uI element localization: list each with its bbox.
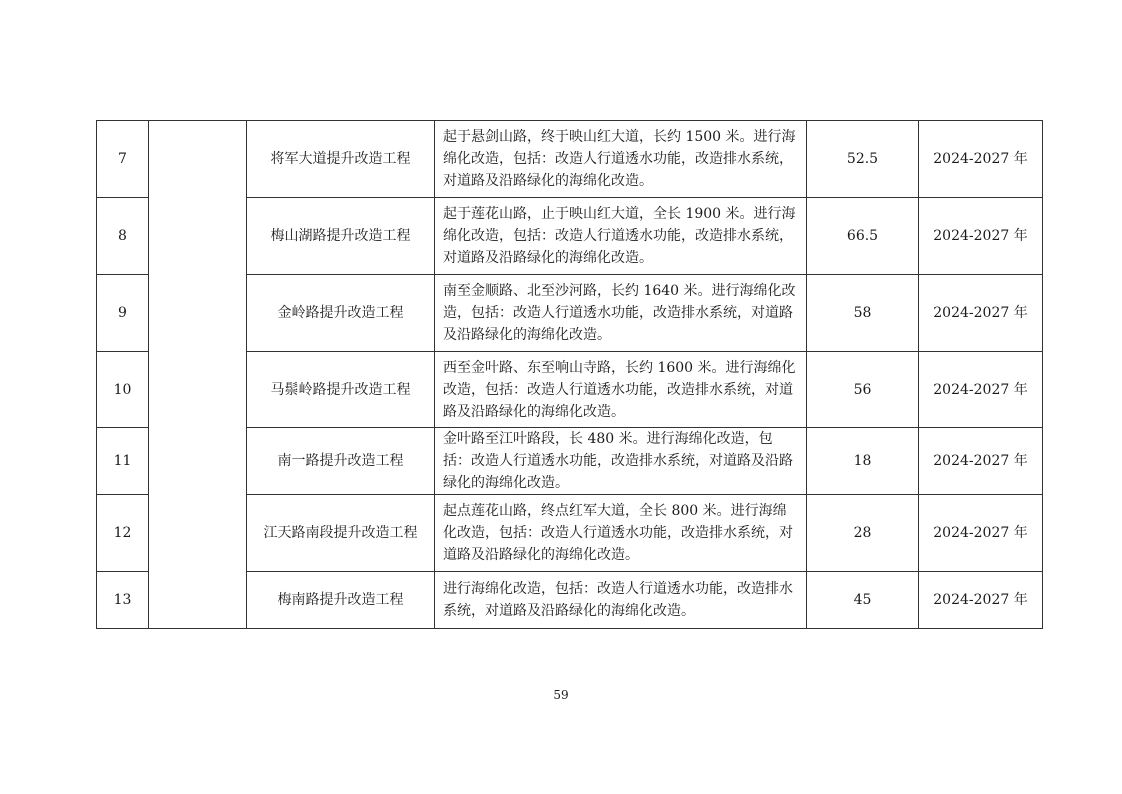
page-number: 59 — [553, 688, 569, 702]
construction-period: 2024-2027 年 — [919, 572, 1043, 629]
investment-value: 52.5 — [807, 121, 919, 198]
investment-value: 66.5 — [807, 198, 919, 275]
investment-value: 45 — [807, 572, 919, 629]
project-description: 西至金叶路、东至响山寺路，长约 1600 米。进行海绵化改造，包括：改造人行道透水功能，改造排水系统，对道路及沿路绿化的海绵化改造。 — [435, 352, 807, 428]
project-description: 起于悬剑山路，终于映山红大道，长约 1500 米。进行海绵化改造，包括：改造人行道透水功能，改造排水系统，对道路及沿路绿化的海绵化改造。 — [435, 121, 807, 198]
project-description: 进行海绵化改造，包括：改造人行道透水功能，改造排水系统，对道路及沿路绿化的海绵化改造。 — [435, 572, 807, 629]
investment-value: 58 — [807, 275, 919, 352]
project-name: 南一路提升改造工程 — [247, 428, 435, 495]
project-description: 金叶路至江叶路段，长 480 米。进行海绵化改造，包括：改造人行道透水功能，改造排水系统，对道路及沿路绿化的海绵化改造。 — [435, 428, 807, 495]
row-number: 13 — [97, 572, 149, 629]
investment-value: 28 — [807, 495, 919, 572]
construction-period: 2024-2027 年 — [919, 275, 1043, 352]
project-description: 起于莲花山路，止于映山红大道，全长 1900 米。进行海绵化改造，包括：改造人行道透水功能，改造排水系统，对道路及沿路绿化的海绵化改造。 — [435, 198, 807, 275]
investment-value: 56 — [807, 352, 919, 428]
table-row — [97, 121, 1043, 198]
row-number: 12 — [97, 495, 149, 572]
project-name: 马鬃岭路提升改造工程 — [247, 352, 435, 428]
row-number: 10 — [97, 352, 149, 428]
construction-period: 2024-2027 年 — [919, 121, 1043, 198]
project-name: 梅山湖路提升改造工程 — [247, 198, 435, 275]
project-name: 金岭路提升改造工程 — [247, 275, 435, 352]
row-number: 9 — [97, 275, 149, 352]
project-name: 梅南路提升改造工程 — [247, 572, 435, 629]
construction-period: 2024-2027 年 — [919, 495, 1043, 572]
category-cell — [149, 121, 247, 629]
project-description: 起点莲花山路，终点红军大道，全长 800 米。进行海绵化改造，包括：改造人行道透水功能，改造排水系统，对道路及沿路绿化的海绵化改造。 — [435, 495, 807, 572]
project-description: 南至金顺路、北至沙河路，长约 1640 米。进行海绵化改造，包括：改造人行道透水功能，改造排水系统，对道路及沿路绿化的海绵化改造。 — [435, 275, 807, 352]
construction-period: 2024-2027 年 — [919, 428, 1043, 495]
project-table — [96, 120, 1043, 629]
row-number: 11 — [97, 428, 149, 495]
row-number: 7 — [97, 121, 149, 198]
construction-period: 2024-2027 年 — [919, 198, 1043, 275]
row-number: 8 — [97, 198, 149, 275]
construction-period: 2024-2027 年 — [919, 352, 1043, 428]
investment-value: 18 — [807, 428, 919, 495]
project-name: 将军大道提升改造工程 — [247, 121, 435, 198]
project-name: 江天路南段提升改造工程 — [247, 495, 435, 572]
